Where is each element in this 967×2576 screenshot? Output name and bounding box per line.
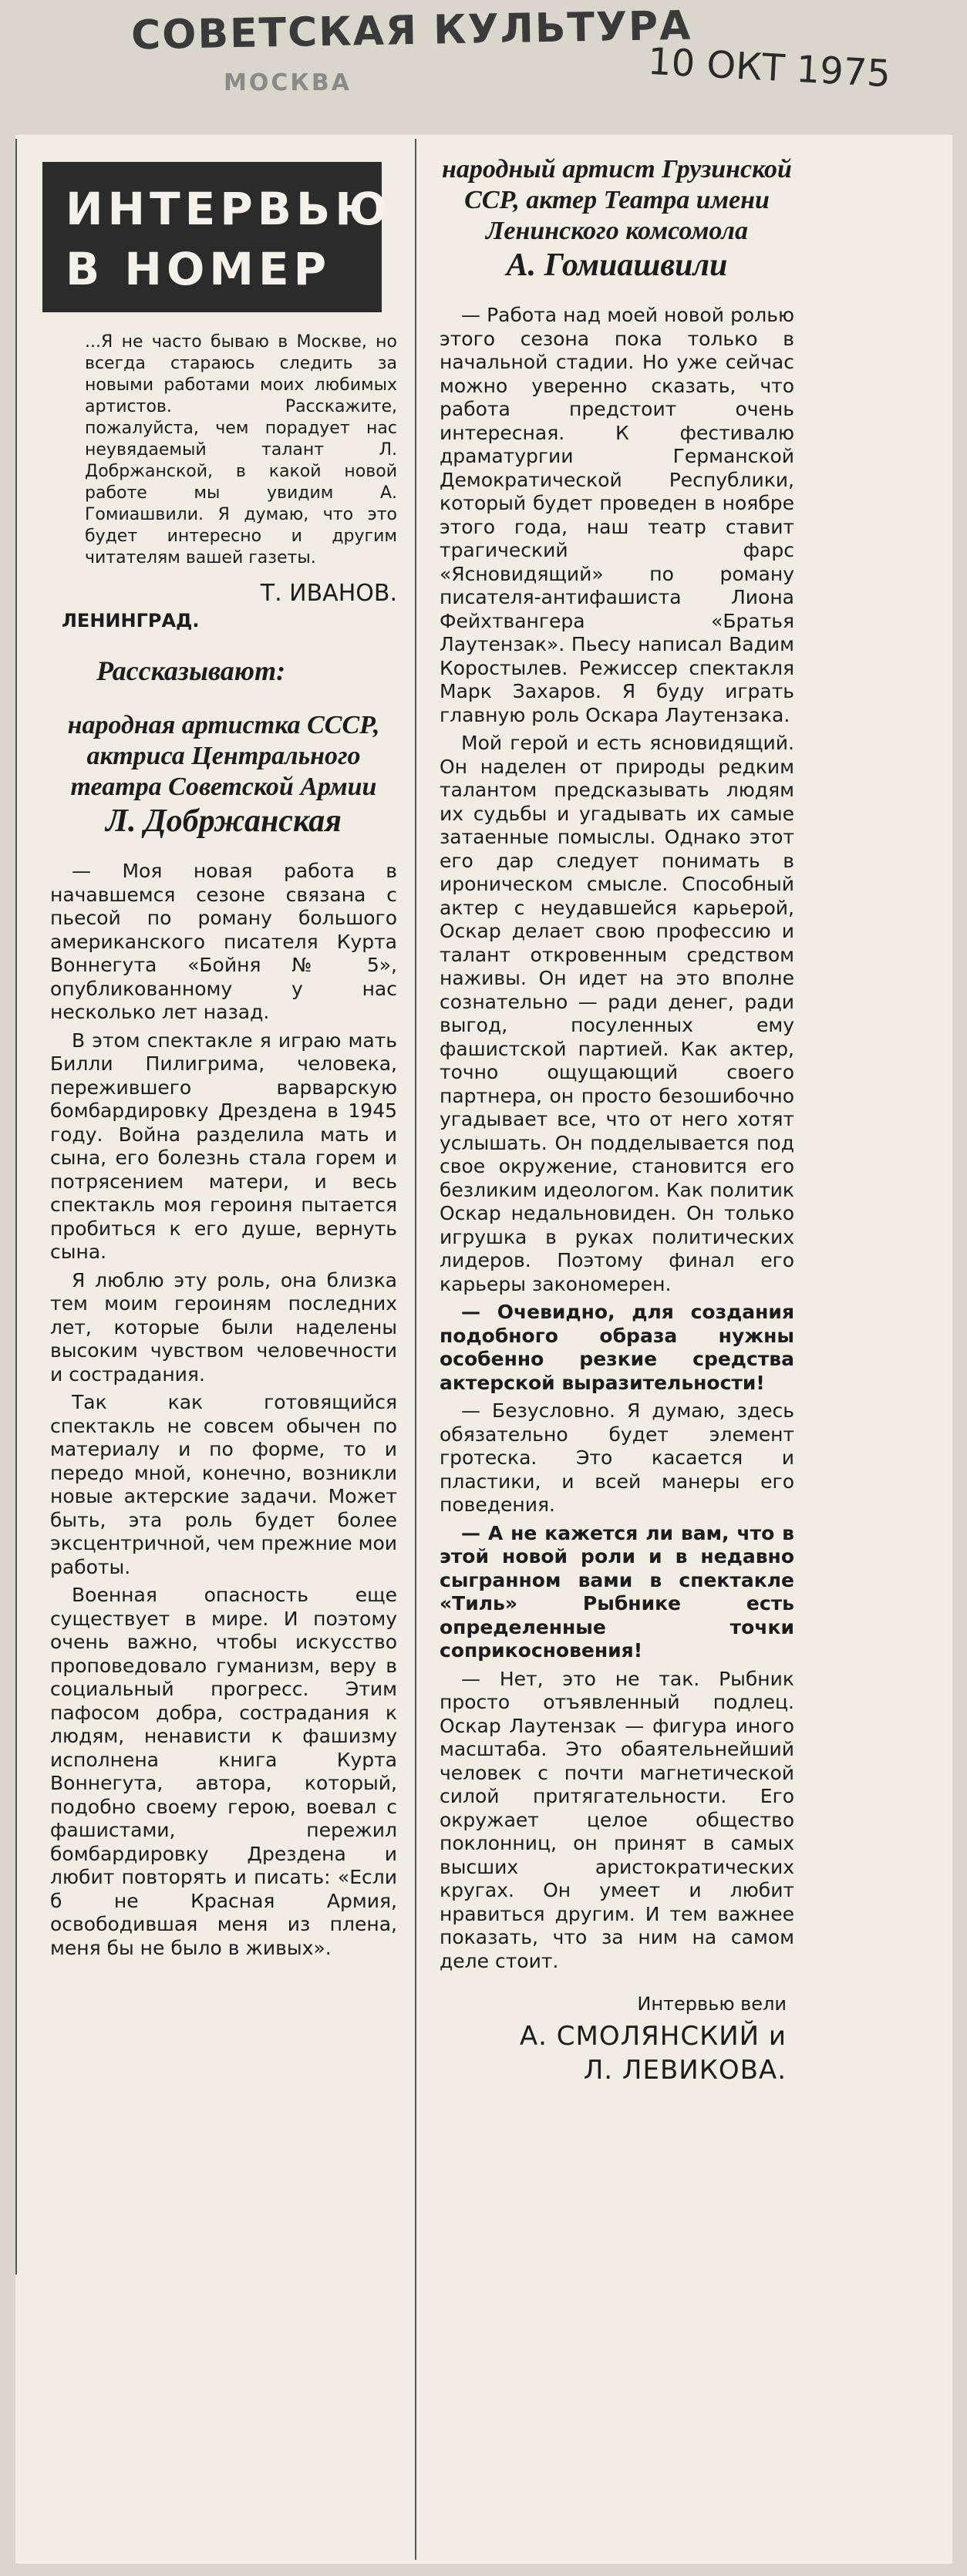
reader-question: ...Я не часто бываю в Москве, но всегда стараюсь следить за новыми работами моих любимых артистов. Расскажите, пожалуйста, чем порадует нас неувядаемый талант Л. Добржанской, в какой новой работе мы увидим А. Гомиашвили. Я думаю, что это будет интересно и другим читателям вашей газеты. [85, 332, 397, 567]
actor-byline [432, 154, 802, 281]
reader-name: Т. ИВАНОВ. [260, 580, 397, 607]
rubric-line-2: В НОМЕР [66, 243, 332, 295]
credits-label: Интервью вели [637, 1993, 787, 2015]
paragraph: — Безусловно. Я думаю, здесь обязательно будет элемент гротеска. Это касается и пластики, и всей манеры его поведения. [440, 1399, 794, 1516]
credits-author-1: А. СМОЛЯНСКИЙ и [519, 2021, 787, 2052]
actor-text [440, 304, 794, 1973]
paragraph: — Работа над моей новой ролью этого сезона пока только в начальной стадии. Но уже сейчас можно уверенно сказать, что работа предстоит очень интересная. К фестивалю драматургии Германской Демократической Республики, который будет проведен в ноябре этого года, наш театр ставит трагический фарс «Ясновидящий» по роману писателя-антифашиста Лиона Фейхтвангера «Братья Лаутензак». Пьесу написал Вадим Коростылев. Режиссер спектакля Марк Захаров. Я буду играть главную роль Оскара Лаутензака. [440, 304, 794, 726]
paragraph: Так как готовящийся спектакль не совсем обычен по материалу и по форме, то и передо мной, конечно, возникли новые актерские задачи. Может быть, эта роль будет более эксцентричной, чем прежние мои работы. [50, 1391, 397, 1578]
actress-byline [42, 710, 405, 837]
tell-heading: Рассказывают: [96, 655, 286, 686]
left-column [42, 154, 405, 1965]
paragraph: Военная опасность еще существует в мире. И поэтому очень важно, чтобы искусство проповедовало гуманизм, веру в социальный прогресс. Этим пафосом добра, сострадания к людям, ненависти к фашизму исполнена книга Курта Воннегута, автора, который, подобно своему герою, воевал с фашистами, пережил бомбардировку Дрездена и любит повторять и писать: «Если б не Красная Армия, освободившая меня из плена, меня бы не было в живых». [50, 1584, 397, 1959]
paragraph: — Нет, это не так. Рыбник просто отъявленный подлец. Оскар Лаутензак — фигура иного масштаба. Это обаятельнейший человек с почти магнетической силой притягательности. Его окружает целое общество поклонниц, он принят в самых высших аристократических кругах. Он умеет и любит нравиться другим. И тем важнее показать, что за ним на самом деле стоит. [440, 1667, 794, 1972]
paragraph: Я люблю эту роль, она близка тем моим героиням последних лет, которые были наделены высоким чувством человечности и сострадания. [50, 1268, 397, 1386]
column-divider [415, 139, 416, 2560]
actor-title: народный артист Грузинской ССР, актер Театра имени Ленинского комсомола [442, 155, 792, 245]
right-column [432, 154, 802, 2089]
date-stamp: 10 ОКТ 1975 [646, 39, 892, 96]
rubric-box [42, 162, 393, 312]
paragraph: — Моя новая работа в начавшемся сезоне связана с пьесой по роману большого американского писателя Курта Воннегута «Бойня № 5», опубликованному у нас несколько лет назад. [50, 860, 397, 1023]
actor-name: А. Гомиашвили [506, 247, 728, 283]
interviewer-question: — А не кажется ли вам, что в этой новой роли и в недавно сыгранном вами в спектакле «Тиль» Рыбнике есть определенные точки соприкосновения! [440, 1521, 794, 1662]
paragraph: Мой герой и есть ясновидящий. Он наделен от природы редким талантом предсказывать людям их судьбы и угадывать их самые затаенные помыслы. Однако этот его дар следует понимать в ироническом смысле. Способный актер с неудавшейся карьерой, Оскар делает свою профессию и талант откровенным средством наживы. Он идет на это вполне сознательно — ради денег, ради выгод, посуленных ему фашистской партией. Как актер, точно ощущающий своего партнера, он просто безошибочно угадывает все, что от него хотят услышать. Он подделывается под свое окружение, становится его безликим идеологом. Как политик Оскар недальновиден. Он только игрушка в руках политических лидеров. Поэтому финал его карьеры закономерен. [440, 732, 794, 1295]
left-border-rule [15, 139, 17, 2275]
paragraph: В этом спектакле я играю мать Билли Пилигрима, человека, пережившего варварскую бомбардировку Дрездена в 1945 году. Война разделила мать и сына, его болезнь стала горем и потрясением матери, и весь спектакль моя героиня пытается пробиться к его душе, вернуть сына. [50, 1029, 397, 1263]
actress-text [50, 860, 397, 1960]
masthead-stamp: СОВЕТСКАЯ КУЛЬТУРА [130, 2, 692, 59]
credits-author-2: Л. ЛЕВИКОВА. [583, 2055, 787, 2086]
actress-title: народная артистка СССР, актриса Центрального театра Советской Армии [67, 711, 380, 801]
rubric-line-1: ИНТЕРВЬЮ [66, 183, 393, 235]
actress-name: Л. Добржанская [106, 803, 342, 839]
reader-city: ЛЕНИНГРАД. [62, 610, 200, 631]
masthead-city: МОСКВА [224, 69, 352, 96]
interviewer-question: — Очевидно, для создания подобного образа нужны особенно резкие средства актерской выразительности! [440, 1301, 794, 1394]
